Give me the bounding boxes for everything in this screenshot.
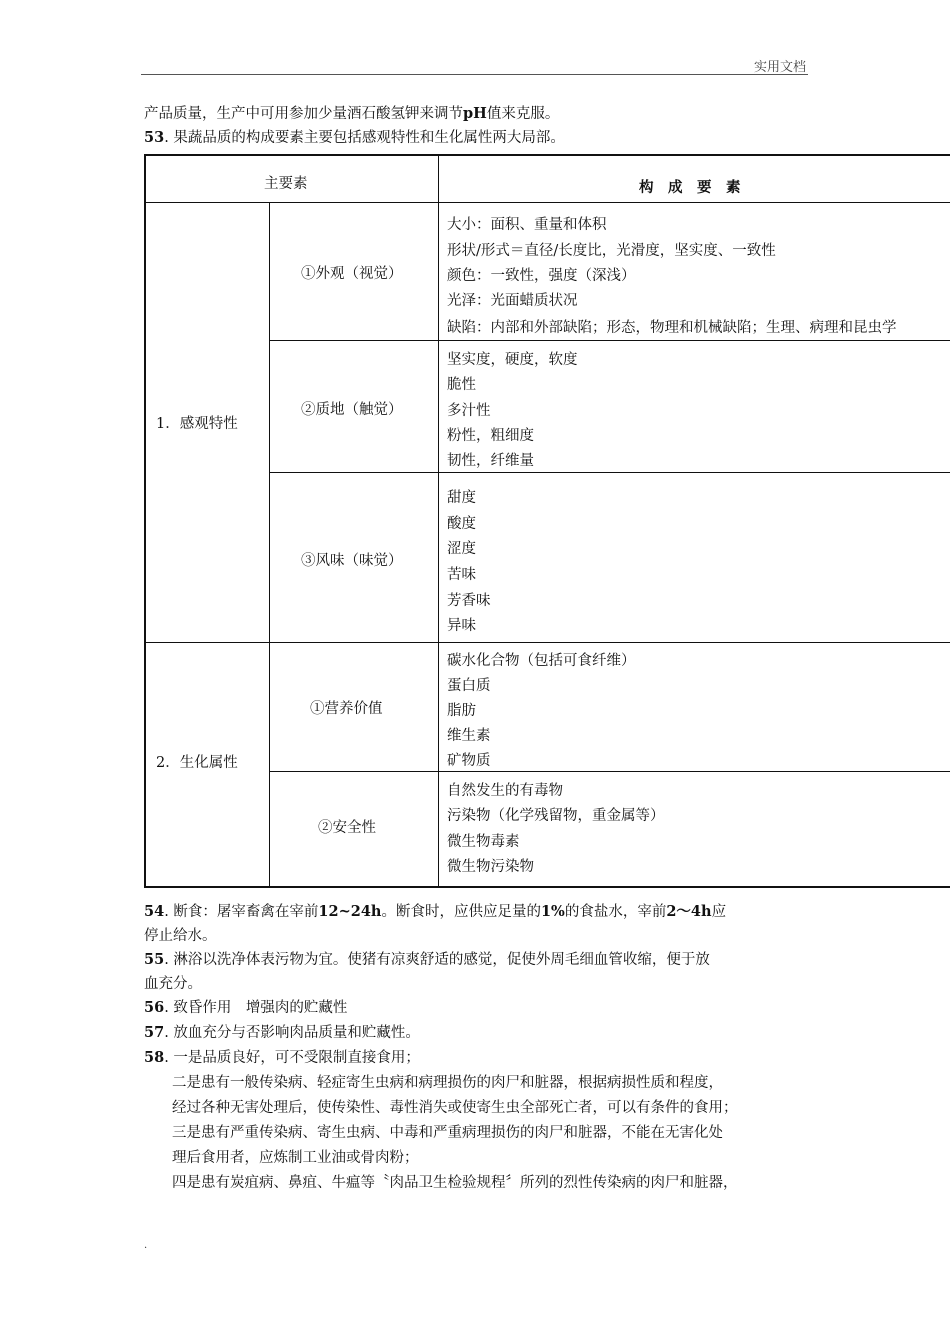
q56-number: 56 <box>144 999 165 1016</box>
page-header <box>141 55 808 75</box>
q54-hours: 12~24h <box>318 903 382 920</box>
q54-text-e: 的食盐水，宰前 <box>564 904 667 920</box>
ph-term: pH <box>463 105 487 122</box>
sub-label-flavor: ③风味（味觉） <box>301 553 403 569</box>
table-item: 碳水化合物（包括可食纤维） <box>447 653 636 669</box>
table-item: 韧性，纤维量 <box>447 453 534 469</box>
header-text: 实用文档 <box>753 60 806 75</box>
group-separator <box>144 642 950 643</box>
table-item: 粉性，粗细度 <box>447 428 534 444</box>
table-item: 缺陷：内部和外部缺陷；形态，物理和机械缺陷；生理、病理和昆虫学 <box>447 320 897 336</box>
intro-text: 产品质量，生产中可用参加少量酒石酸氢钾来调节 <box>144 106 463 122</box>
q54-text-a: . 断食：屠宰畜禽在宰前 <box>164 904 319 920</box>
table-item: 微生物污染物 <box>447 859 534 875</box>
table-item: 光泽：光面蜡质状况 <box>447 293 578 309</box>
table-item: 涩度 <box>447 541 476 557</box>
q58-line-5: 理后食用者，应炼制工业油或骨肉粉； <box>172 1150 419 1166</box>
q55-text: . 淋浴以洗净体表污物为宜。使猪有凉爽舒适的感觉，促使外周毛细血管收缩，便于放 <box>164 952 710 968</box>
q53-text: . 果蔬品质的构成要素主要包括感观特性和生化属性两大局部。 <box>164 130 565 146</box>
row-sep-1 <box>269 340 950 341</box>
table-item: 多汁性 <box>447 403 491 419</box>
table-item: 芳香味 <box>447 593 491 609</box>
q55-line-2: 血充分。 <box>144 976 202 992</box>
table-left-border <box>144 154 146 888</box>
question-58 <box>144 1048 420 1068</box>
question-57 <box>144 1023 420 1043</box>
table-item: 矿物质 <box>447 753 491 769</box>
row-sep-2 <box>269 472 950 473</box>
group-label-biochem: 2．生化属性 <box>156 755 238 771</box>
q54-text-c: 。断食时，应供应足量的 <box>381 904 541 920</box>
q58-line-2: 二是患有一般传染病、轻症寄生虫病和病理损伤的肉尸和脏器，根据病损性质和程度， <box>172 1075 723 1091</box>
table-bottom-border <box>144 886 950 888</box>
table-item: 酸度 <box>447 516 476 532</box>
row-sep-3 <box>269 771 950 772</box>
q53-number: 53 <box>144 129 165 146</box>
table-item: 甜度 <box>447 490 476 506</box>
col2-divider <box>438 154 439 888</box>
q57-text: . 放血充分与否影响肉品质量和贮藏性。 <box>164 1025 420 1041</box>
table-item: 自然发生的有毒物 <box>447 783 563 799</box>
intro-line-1 <box>144 104 559 124</box>
sub-label-appearance: ①外观（视觉） <box>301 266 403 282</box>
table-item: 维生素 <box>447 728 491 744</box>
quality-table <box>144 154 950 888</box>
sub-label-safety: ②安全性 <box>318 820 376 836</box>
table-item: 苦味 <box>447 567 476 583</box>
table-item: 颜色：一致性，强度（深浅） <box>447 268 636 284</box>
intro-end: 值来克服。 <box>486 106 560 122</box>
q54-line-2: 停止给水。 <box>144 928 217 944</box>
q57-number: 57 <box>144 1024 165 1041</box>
q54-text-g: 应 <box>711 904 727 920</box>
question-54 <box>144 902 726 922</box>
col2-header: 构 成 要 素 <box>639 179 741 196</box>
table-item: 异味 <box>447 618 476 634</box>
group-label-sensory: 1．感观特性 <box>156 416 238 432</box>
table-top-border <box>144 154 950 156</box>
q58-number: 58 <box>144 1049 165 1066</box>
table-item: 蛋白质 <box>447 678 491 694</box>
header-separator <box>144 202 950 203</box>
question-53 <box>144 128 565 148</box>
sub-label-nutrition: ①营养价值 <box>310 701 383 717</box>
table-item: 脆性 <box>447 377 476 393</box>
q54-number: 54 <box>144 903 165 920</box>
table-item: 脂肪 <box>447 703 476 719</box>
sub-label-texture: ②质地（触觉） <box>301 402 403 418</box>
q55-number: 55 <box>144 951 165 968</box>
col1-divider <box>269 202 270 888</box>
question-55 <box>144 950 710 970</box>
table-item: 污染物（化学残留物，重金属等） <box>447 808 665 824</box>
question-56 <box>144 998 347 1018</box>
q56-text: . 致昏作用 增强肉的贮藏性 <box>164 1000 348 1016</box>
footer-dot: . <box>144 1240 148 1251</box>
q54-percent: 1% <box>540 903 565 920</box>
q58-line-6: 四是患有炭疽病、鼻疽、牛瘟等〝肉品卫生检验规程〞所列的烈性传染病的肉尸和脏器， <box>172 1175 738 1191</box>
table-item: 大小：面积、重量和体积 <box>447 217 607 233</box>
q58-text: . 一是品质良好，可不受限制直接食用； <box>164 1050 420 1066</box>
table-item: 坚实度，硬度，软度 <box>447 352 578 368</box>
header-rule <box>141 74 808 75</box>
q58-line-3: 经过各种无害处理后，使传染性、毒性消失或使寄生虫全部死亡者，可以有条件的食用； <box>172 1100 738 1116</box>
table-item: 形状/形式＝直径/长度比，光滑度，坚实度、一致性 <box>447 243 776 259</box>
q58-line-4: 三是患有严重传染病、寄生虫病、中毒和严重病理损伤的肉尸和脏器，不能在无害化处 <box>172 1125 723 1141</box>
col1-header: 主要素 <box>264 176 308 192</box>
table-item: 微生物毒素 <box>447 834 520 850</box>
q54-hours-2: 2～4h <box>666 903 712 920</box>
